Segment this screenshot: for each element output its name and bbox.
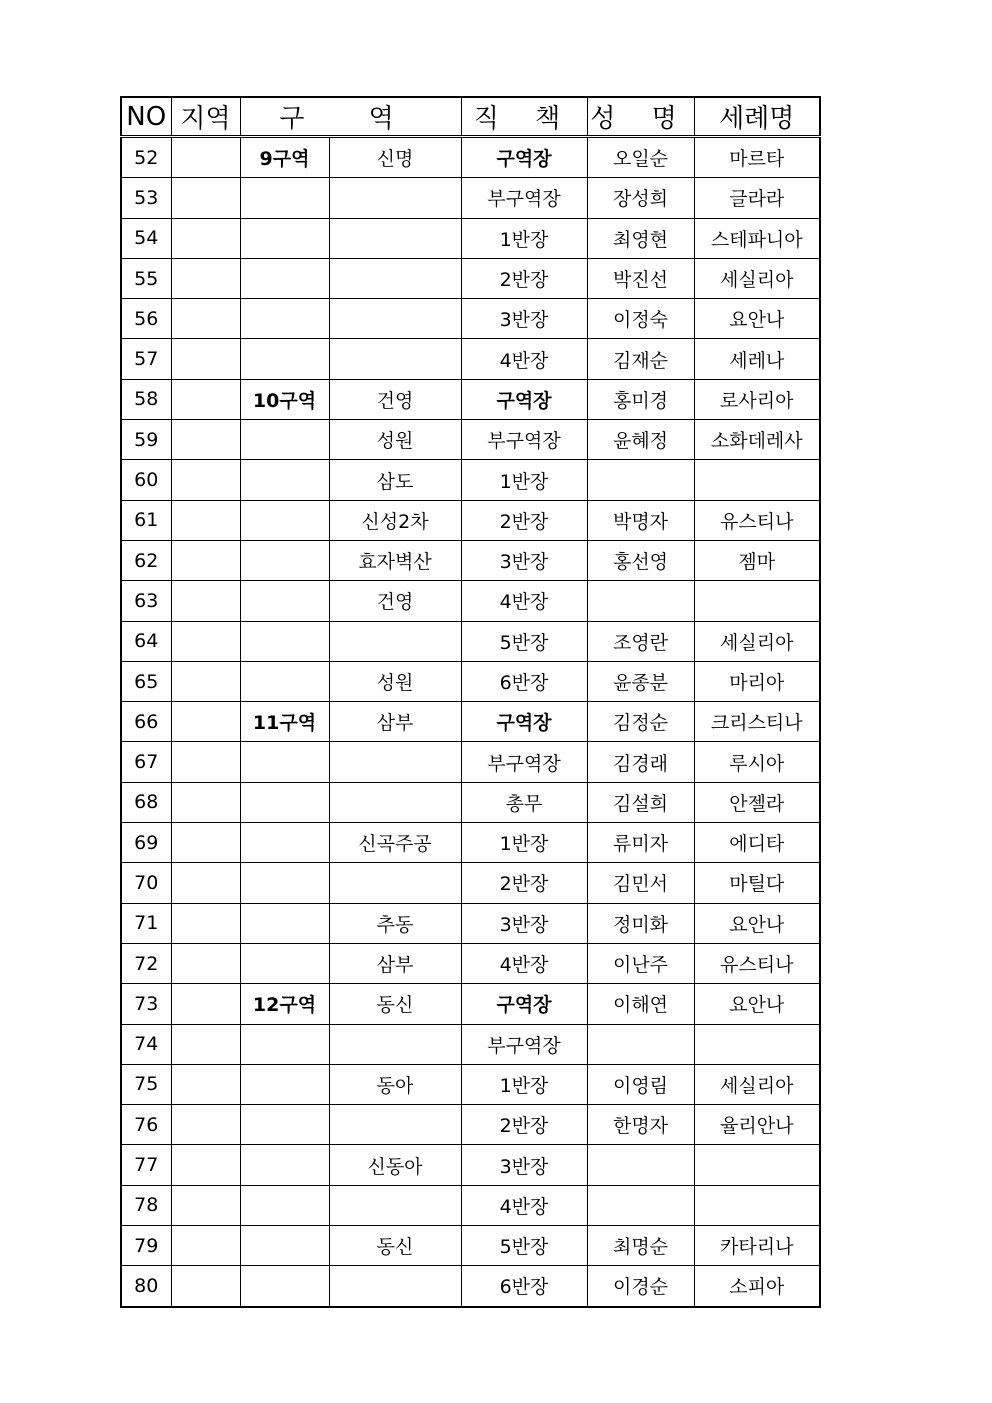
cell-district: 12구역 <box>240 984 329 1024</box>
cell-name: 조영란 <box>587 621 694 661</box>
cell-no: 71 <box>121 903 171 943</box>
cell-name: 최명순 <box>587 1226 694 1266</box>
cell-district <box>240 863 329 903</box>
cell-name: 김재순 <box>587 339 694 379</box>
cell-no: 59 <box>121 420 171 460</box>
cell-baptismal-name: 스테파니아 <box>694 218 820 258</box>
cell-region <box>171 460 240 500</box>
cell-region <box>171 500 240 540</box>
header-no: NO <box>121 97 171 137</box>
cell-baptismal-name: 유스티나 <box>694 943 820 983</box>
cell-position: 1반장 <box>461 823 587 863</box>
cell-no: 56 <box>121 299 171 339</box>
cell-region <box>171 742 240 782</box>
cell-district <box>240 500 329 540</box>
cell-area: 신성2차 <box>329 500 461 540</box>
header-position: 직 책 <box>461 97 587 137</box>
cell-region <box>171 1185 240 1225</box>
cell-name: 이해연 <box>587 984 694 1024</box>
cell-area <box>329 178 461 218</box>
cell-position: 구역장 <box>461 984 587 1024</box>
cell-region <box>171 379 240 419</box>
table-row <box>121 903 820 943</box>
cell-region <box>171 903 240 943</box>
cell-region <box>171 943 240 983</box>
cell-no: 65 <box>121 661 171 701</box>
cell-position: 5반장 <box>461 621 587 661</box>
cell-no: 55 <box>121 258 171 298</box>
cell-name: 이영림 <box>587 1064 694 1104</box>
table-row <box>121 178 820 218</box>
cell-region <box>171 661 240 701</box>
cell-district <box>240 823 329 863</box>
table-row <box>121 742 820 782</box>
table-row <box>121 258 820 298</box>
cell-baptismal-name: 마르타 <box>694 137 820 178</box>
cell-area <box>329 339 461 379</box>
cell-region <box>171 782 240 822</box>
cell-area <box>329 218 461 258</box>
cell-no: 54 <box>121 218 171 258</box>
cell-no: 78 <box>121 1185 171 1225</box>
cell-position: 3반장 <box>461 1145 587 1185</box>
cell-area <box>329 1105 461 1145</box>
cell-position: 3반장 <box>461 540 587 580</box>
cell-name <box>587 1185 694 1225</box>
cell-area <box>329 742 461 782</box>
cell-baptismal-name: 마틸다 <box>694 863 820 903</box>
cell-area <box>329 258 461 298</box>
cell-district <box>240 339 329 379</box>
table-row <box>121 218 820 258</box>
cell-baptismal-name: 세실리아 <box>694 621 820 661</box>
cell-no: 80 <box>121 1266 171 1307</box>
cell-region <box>171 984 240 1024</box>
cell-area: 삼도 <box>329 460 461 500</box>
cell-district <box>240 1226 329 1266</box>
cell-no: 61 <box>121 500 171 540</box>
cell-no: 69 <box>121 823 171 863</box>
cell-no: 68 <box>121 782 171 822</box>
cell-no: 74 <box>121 1024 171 1064</box>
cell-position: 3반장 <box>461 903 587 943</box>
cell-position: 부구역장 <box>461 742 587 782</box>
cell-district: 11구역 <box>240 702 329 742</box>
cell-region <box>171 1024 240 1064</box>
cell-baptismal-name: 세실리아 <box>694 1064 820 1104</box>
table-row <box>121 661 820 701</box>
cell-region <box>171 178 240 218</box>
cell-name: 윤혜정 <box>587 420 694 460</box>
cell-position: 2반장 <box>461 500 587 540</box>
cell-no: 53 <box>121 178 171 218</box>
cell-position: 1반장 <box>461 218 587 258</box>
cell-position: 3반장 <box>461 299 587 339</box>
cell-district <box>240 1105 329 1145</box>
cell-district <box>240 742 329 782</box>
cell-position: 4반장 <box>461 339 587 379</box>
cell-district <box>240 420 329 460</box>
cell-region <box>171 581 240 621</box>
table-row <box>121 1064 820 1104</box>
cell-position: 구역장 <box>461 379 587 419</box>
cell-position: 구역장 <box>461 137 587 178</box>
cell-district <box>240 782 329 822</box>
cell-district: 9구역 <box>240 137 329 178</box>
cell-name: 홍미경 <box>587 379 694 419</box>
cell-region <box>171 702 240 742</box>
cell-no: 62 <box>121 540 171 580</box>
cell-no: 63 <box>121 581 171 621</box>
cell-name: 류미자 <box>587 823 694 863</box>
cell-district: 10구역 <box>240 379 329 419</box>
cell-baptismal-name: 율리안나 <box>694 1105 820 1145</box>
cell-no: 52 <box>121 137 171 178</box>
table-row <box>121 984 820 1024</box>
cell-area <box>329 1185 461 1225</box>
cell-district <box>240 299 329 339</box>
cell-district <box>240 258 329 298</box>
table-row <box>121 863 820 903</box>
cell-district <box>240 581 329 621</box>
cell-area: 삼부 <box>329 702 461 742</box>
cell-district <box>240 943 329 983</box>
cell-baptismal-name: 세실리아 <box>694 258 820 298</box>
table-row <box>121 702 820 742</box>
cell-district <box>240 903 329 943</box>
table-row <box>121 540 820 580</box>
cell-area <box>329 1266 461 1307</box>
cell-district <box>240 1064 329 1104</box>
header-baptismal-name: 세례명 <box>694 97 820 137</box>
table-row <box>121 621 820 661</box>
cell-name: 이난주 <box>587 943 694 983</box>
cell-region <box>171 299 240 339</box>
cell-baptismal-name: 로사리아 <box>694 379 820 419</box>
cell-district <box>240 1185 329 1225</box>
cell-name: 한명자 <box>587 1105 694 1145</box>
cell-no: 79 <box>121 1226 171 1266</box>
table-body <box>121 137 820 1307</box>
cell-district <box>240 1266 329 1307</box>
cell-area: 신동아 <box>329 1145 461 1185</box>
cell-area <box>329 621 461 661</box>
cell-no: 64 <box>121 621 171 661</box>
cell-baptismal-name: 글라라 <box>694 178 820 218</box>
table-row <box>121 1185 820 1225</box>
cell-position: 부구역장 <box>461 178 587 218</box>
cell-area: 성원 <box>329 420 461 460</box>
cell-district <box>240 1145 329 1185</box>
cell-no: 58 <box>121 379 171 419</box>
cell-name: 이경순 <box>587 1266 694 1307</box>
cell-name: 정미화 <box>587 903 694 943</box>
cell-region <box>171 137 240 178</box>
cell-name <box>587 1145 694 1185</box>
header-district: 구 역 <box>240 97 461 137</box>
cell-area <box>329 299 461 339</box>
cell-area: 건영 <box>329 379 461 419</box>
cell-no: 76 <box>121 1105 171 1145</box>
cell-name <box>587 1024 694 1064</box>
cell-name: 장성희 <box>587 178 694 218</box>
cell-region <box>171 1266 240 1307</box>
cell-no: 67 <box>121 742 171 782</box>
cell-region <box>171 863 240 903</box>
cell-no: 70 <box>121 863 171 903</box>
table-row <box>121 460 820 500</box>
cell-position: 1반장 <box>461 1064 587 1104</box>
table-header <box>121 97 820 137</box>
cell-baptismal-name: 루시아 <box>694 742 820 782</box>
cell-name: 홍선영 <box>587 540 694 580</box>
table-row <box>121 823 820 863</box>
cell-region <box>171 420 240 460</box>
cell-area: 동아 <box>329 1064 461 1104</box>
cell-position: 1반장 <box>461 460 587 500</box>
cell-baptismal-name <box>694 460 820 500</box>
cell-name: 김정순 <box>587 702 694 742</box>
cell-no: 75 <box>121 1064 171 1104</box>
cell-area: 동신 <box>329 984 461 1024</box>
cell-position: 총무 <box>461 782 587 822</box>
table-row <box>121 1266 820 1307</box>
cell-no: 73 <box>121 984 171 1024</box>
cell-region <box>171 1226 240 1266</box>
cell-area: 신곡주공 <box>329 823 461 863</box>
cell-region <box>171 621 240 661</box>
cell-no: 72 <box>121 943 171 983</box>
cell-name: 오일순 <box>587 137 694 178</box>
cell-baptismal-name: 세레나 <box>694 339 820 379</box>
cell-name: 김민서 <box>587 863 694 903</box>
cell-area <box>329 1024 461 1064</box>
cell-position: 구역장 <box>461 702 587 742</box>
cell-name: 박진선 <box>587 258 694 298</box>
cell-position: 4반장 <box>461 943 587 983</box>
table-row <box>121 581 820 621</box>
cell-area: 효자벽산 <box>329 540 461 580</box>
cell-position: 2반장 <box>461 1105 587 1145</box>
cell-area: 동신 <box>329 1226 461 1266</box>
cell-baptismal-name: 요안나 <box>694 984 820 1024</box>
cell-area <box>329 782 461 822</box>
table-row <box>121 1226 820 1266</box>
table-row <box>121 299 820 339</box>
table-row <box>121 1024 820 1064</box>
cell-district <box>240 460 329 500</box>
cell-no: 77 <box>121 1145 171 1185</box>
cell-region <box>171 540 240 580</box>
cell-name <box>587 581 694 621</box>
cell-area: 건영 <box>329 581 461 621</box>
cell-position: 2반장 <box>461 258 587 298</box>
cell-baptismal-name: 요안나 <box>694 903 820 943</box>
cell-baptismal-name: 안젤라 <box>694 782 820 822</box>
cell-district <box>240 621 329 661</box>
cell-region <box>171 1064 240 1104</box>
cell-baptismal-name: 크리스티나 <box>694 702 820 742</box>
cell-position: 부구역장 <box>461 420 587 460</box>
cell-region <box>171 258 240 298</box>
cell-region <box>171 339 240 379</box>
cell-baptismal-name <box>694 1145 820 1185</box>
table-row <box>121 782 820 822</box>
header-region: 지역 <box>171 97 240 137</box>
cell-area: 신명 <box>329 137 461 178</box>
cell-area: 추동 <box>329 903 461 943</box>
cell-area <box>329 863 461 903</box>
cell-region <box>171 218 240 258</box>
cell-district <box>240 178 329 218</box>
table-row <box>121 1105 820 1145</box>
cell-baptismal-name: 유스티나 <box>694 500 820 540</box>
cell-position: 2반장 <box>461 863 587 903</box>
cell-name: 김설희 <box>587 782 694 822</box>
cell-district <box>240 540 329 580</box>
cell-area: 삼부 <box>329 943 461 983</box>
cell-district <box>240 661 329 701</box>
cell-name: 이정숙 <box>587 299 694 339</box>
cell-baptismal-name <box>694 581 820 621</box>
cell-no: 60 <box>121 460 171 500</box>
header-name: 성 명 <box>587 97 694 137</box>
table-row <box>121 339 820 379</box>
cell-name: 최영현 <box>587 218 694 258</box>
table-row <box>121 379 820 419</box>
cell-region <box>171 823 240 863</box>
cell-region <box>171 1105 240 1145</box>
table-row <box>121 943 820 983</box>
cell-position: 4반장 <box>461 1185 587 1225</box>
table-row <box>121 500 820 540</box>
cell-baptismal-name: 마리아 <box>694 661 820 701</box>
cell-position: 6반장 <box>461 661 587 701</box>
table-row <box>121 420 820 460</box>
cell-name <box>587 460 694 500</box>
cell-name: 김경래 <box>587 742 694 782</box>
cell-region <box>171 1145 240 1185</box>
cell-no: 66 <box>121 702 171 742</box>
cell-position: 6반장 <box>461 1266 587 1307</box>
cell-position: 5반장 <box>461 1226 587 1266</box>
cell-baptismal-name: 소피아 <box>694 1266 820 1307</box>
cell-name: 박명자 <box>587 500 694 540</box>
cell-baptismal-name: 카타리나 <box>694 1226 820 1266</box>
table-row <box>121 137 820 178</box>
cell-district <box>240 218 329 258</box>
cell-baptismal-name: 요안나 <box>694 299 820 339</box>
cell-position: 부구역장 <box>461 1024 587 1064</box>
table-row <box>121 1145 820 1185</box>
cell-no: 57 <box>121 339 171 379</box>
cell-baptismal-name: 에디타 <box>694 823 820 863</box>
cell-name: 윤종분 <box>587 661 694 701</box>
cell-district <box>240 1024 329 1064</box>
cell-position: 4반장 <box>461 581 587 621</box>
cell-baptismal-name: 젬마 <box>694 540 820 580</box>
cell-baptismal-name <box>694 1024 820 1064</box>
cell-area: 성원 <box>329 661 461 701</box>
cell-baptismal-name <box>694 1185 820 1225</box>
roster-table <box>120 96 821 1308</box>
cell-baptismal-name: 소화데레사 <box>694 420 820 460</box>
